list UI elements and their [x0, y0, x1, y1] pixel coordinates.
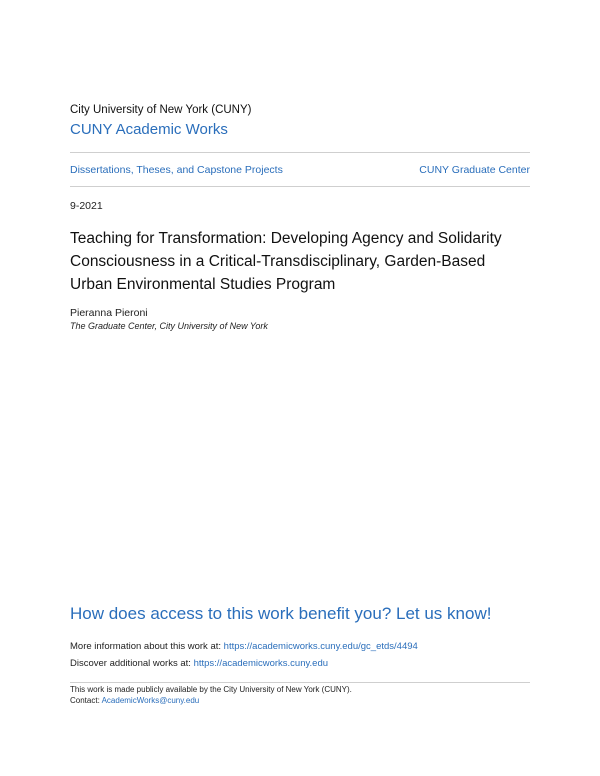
document-title: Teaching for Transformation: Developing Agency and Solidarity Consciousness in a Critical-Transdisciplinary, Garden-Based Urban Environmental Studies Program — [70, 230, 502, 293]
graduate-center-link[interactable]: CUNY Graduate Center — [419, 164, 530, 176]
author-name: Pieranna Pieroni — [70, 307, 148, 319]
feedback-link[interactable]: How does access to this work benefit you? Let us know! — [70, 604, 492, 623]
contact-line — [70, 696, 199, 705]
author-affiliation: The Graduate Center, City University of New York — [70, 321, 268, 331]
repository-link[interactable]: CUNY Academic Works — [70, 121, 228, 138]
contact-label: Contact: — [70, 696, 102, 705]
contact-email-link[interactable]: AcademicWorks@cuny.edu — [101, 696, 200, 705]
availability-notice: This work is made publicly available by the City University of New York (CUNY). — [70, 685, 352, 694]
divider-middle — [70, 186, 530, 187]
publication-date: 9-2021 — [70, 200, 103, 212]
divider-top — [70, 152, 530, 153]
discover-line — [70, 658, 328, 669]
divider-bottom — [70, 682, 530, 683]
collection-link[interactable]: Dissertations, Theses, and Capstone Projects — [70, 164, 283, 176]
institution-name: City University of New York (CUNY) — [70, 104, 252, 116]
discover-label: Discover additional works at: — [70, 658, 194, 669]
more-info-label: More information about this work at: — [70, 641, 224, 652]
work-url-link[interactable]: https://academicworks.cuny.edu/gc_etds/4494 — [223, 641, 418, 652]
more-info-line — [70, 641, 418, 652]
discover-url-link[interactable]: https://academicworks.cuny.edu — [193, 658, 329, 669]
